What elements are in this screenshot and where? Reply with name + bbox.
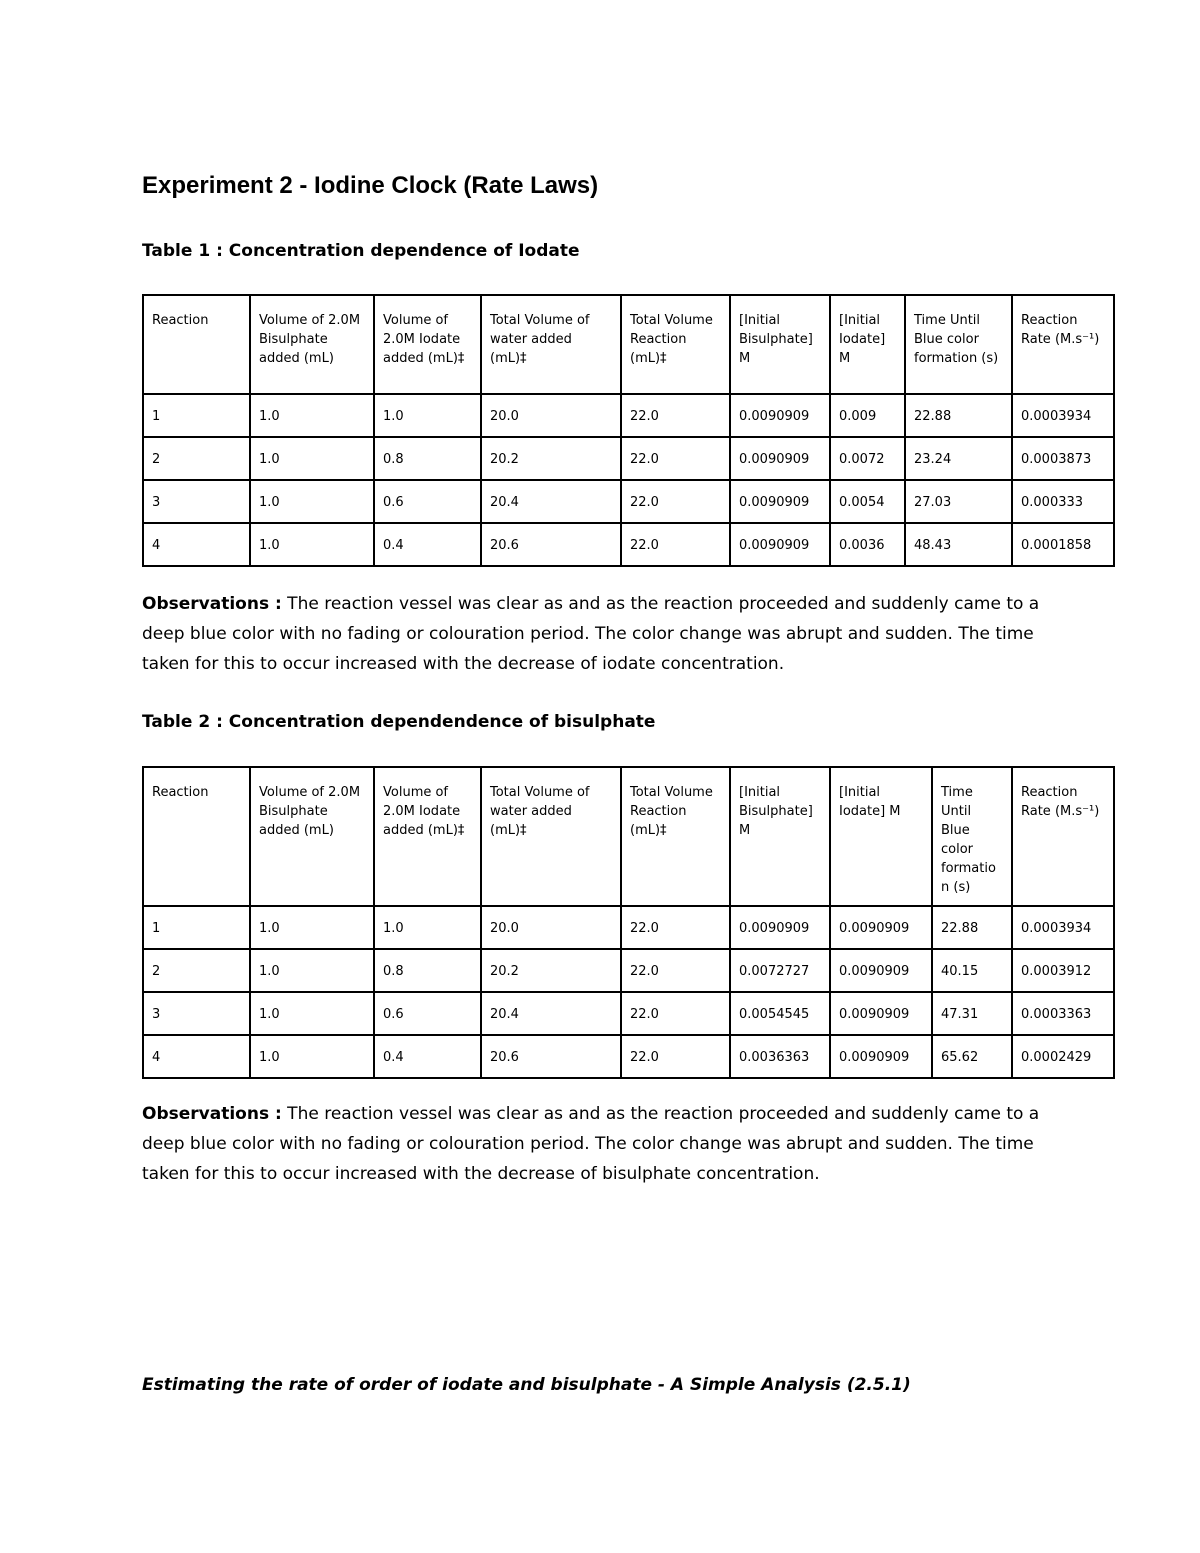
table-cell: 23.24 (905, 437, 1012, 480)
table-cell: 0.6 (374, 992, 481, 1035)
table-cell: 1.0 (250, 949, 374, 992)
table-cell: 0.0054545 (730, 992, 830, 1035)
table-header-row (143, 767, 1114, 906)
table-cell: 0.8 (374, 437, 481, 480)
table-cell: 4 (143, 1035, 250, 1078)
observations-label: Observations : (142, 594, 282, 614)
table-cell: 0.4 (374, 523, 481, 566)
header-cell: Reaction Rate (M.s⁻¹) (1012, 767, 1114, 906)
table-cell: 0.0036 (830, 523, 905, 566)
table-row (143, 992, 1114, 1035)
table-cell: 0.0090909 (730, 437, 830, 480)
table-cell: 4 (143, 523, 250, 566)
table-cell: 22.88 (932, 906, 1012, 949)
header-cell: [Initial Iodate] M (830, 295, 905, 394)
header-cell: [Initial Bisulphate] M (730, 767, 830, 906)
table-row (143, 437, 1114, 480)
table-cell: 1.0 (250, 1035, 374, 1078)
table-cell: 48.43 (905, 523, 1012, 566)
header-cell: Time Until Blue color formation (s) (905, 295, 1012, 394)
table-cell: 20.6 (481, 1035, 621, 1078)
header-cell: Total Volume of water added (mL)‡ (481, 767, 621, 906)
header-cell: Total Volume of water added (mL)‡ (481, 295, 621, 394)
table-cell: 3 (143, 992, 250, 1035)
table-cell: 0.0090909 (730, 906, 830, 949)
analysis-heading: Estimating the rate of order of iodate and bisulphate - A Simple Analysis (2.5.1) (142, 1375, 911, 1395)
table-cell: 0.0090909 (730, 394, 830, 437)
table-cell: 65.62 (932, 1035, 1012, 1078)
table-row (143, 906, 1114, 949)
table-cell: 0.0003873 (1012, 437, 1114, 480)
table-cell: 0.0003934 (1012, 394, 1114, 437)
table-cell: 27.03 (905, 480, 1012, 523)
header-cell: [Initial Iodate] M (830, 767, 932, 906)
table-cell: 1 (143, 906, 250, 949)
table-cell: 0.0090909 (830, 949, 932, 992)
table-header-row (143, 295, 1114, 394)
header-cell: Volume of 2.0M Bisulphate added (mL) (250, 295, 374, 394)
header-cell: Volume of 2.0M Iodate added (mL)‡ (374, 295, 481, 394)
table-cell: 0.0072727 (730, 949, 830, 992)
table-cell: 22.0 (621, 394, 730, 437)
table-cell: 1.0 (250, 437, 374, 480)
table-cell: 22.0 (621, 992, 730, 1035)
table-cell: 20.2 (481, 437, 621, 480)
table-cell: 0.0003934 (1012, 906, 1114, 949)
table-cell: 22.0 (621, 1035, 730, 1078)
table-cell: 1.0 (374, 906, 481, 949)
header-cell: Reaction (143, 767, 250, 906)
table1-caption: Table 1 : Concentration dependence of Iodate (142, 241, 580, 261)
table-cell: 0.0090909 (830, 992, 932, 1035)
table-cell: 0.4 (374, 1035, 481, 1078)
table-cell: 2 (143, 949, 250, 992)
table-cell: 0.0003363 (1012, 992, 1114, 1035)
header-cell: Volume of 2.0M Iodate added (mL)‡ (374, 767, 481, 906)
table-cell: 20.0 (481, 394, 621, 437)
table-cell: 22.0 (621, 437, 730, 480)
header-cell: [Initial Bisulphate] M (730, 295, 830, 394)
table-cell: 2 (143, 437, 250, 480)
table-cell: 3 (143, 480, 250, 523)
observations-text: The reaction vessel was clear as and as the reaction proceeded and suddenly came to a deep blue color with no fading or colouration period. The color change was abrupt and sudden. The time taken for this to occur increased with the decrease of bisulphate concentration. (142, 1104, 1040, 1184)
table-row (143, 480, 1114, 523)
observations-text: The reaction vessel was clear as and as the reaction proceeded and suddenly came to a deep blue color with no fading or colouration period. The color change was abrupt and sudden. The time taken for this to occur increased with the decrease of iodate concentration. (142, 594, 1040, 674)
iodate-concentration-table (142, 294, 1115, 567)
table-cell: 0.0090909 (830, 1035, 932, 1078)
header-cell: Reaction (143, 295, 250, 394)
table-cell: 40.15 (932, 949, 1012, 992)
table-cell: 0.009 (830, 394, 905, 437)
table-row (143, 1035, 1114, 1078)
table-cell: 20.6 (481, 523, 621, 566)
table-cell: 20.4 (481, 480, 621, 523)
table-cell: 1.0 (250, 523, 374, 566)
table-cell: 0.0003912 (1012, 949, 1114, 992)
table-cell: 0.0036363 (730, 1035, 830, 1078)
observations-iodate (142, 589, 1082, 679)
bisulphate-concentration-table (142, 766, 1115, 1079)
table-cell: 0.0090909 (730, 480, 830, 523)
table-cell: 1.0 (250, 480, 374, 523)
table-cell: 22.0 (621, 949, 730, 992)
table-cell: 0.000333 (1012, 480, 1114, 523)
table-cell: 20.2 (481, 949, 621, 992)
header-cell: Volume of 2.0M Bisulphate added (mL) (250, 767, 374, 906)
table-cell: 1.0 (250, 906, 374, 949)
table-cell: 20.4 (481, 992, 621, 1035)
table-cell: 22.0 (621, 906, 730, 949)
table-row (143, 949, 1114, 992)
table-cell: 0.0072 (830, 437, 905, 480)
table-row (143, 523, 1114, 566)
table2-caption: Table 2 : Concentration dependendence of bisulphate (142, 712, 656, 732)
table-cell: 0.0054 (830, 480, 905, 523)
table-cell: 1.0 (250, 992, 374, 1035)
header-cell: Total Volume Reaction (mL)‡ (621, 767, 730, 906)
table-cell: 1.0 (374, 394, 481, 437)
table-cell: 0.0090909 (730, 523, 830, 566)
table-cell: 22.0 (621, 480, 730, 523)
table-cell: 0.0090909 (830, 906, 932, 949)
table-cell: 22.0 (621, 523, 730, 566)
observations-label: Observations : (142, 1104, 282, 1124)
table-cell: 1 (143, 394, 250, 437)
page-title: Experiment 2 - Iodine Clock (Rate Laws) (142, 172, 599, 199)
table-cell: 0.8 (374, 949, 481, 992)
table-cell: 47.31 (932, 992, 1012, 1035)
header-cell: Reaction Rate (M.s⁻¹) (1012, 295, 1114, 394)
table-cell: 0.0001858 (1012, 523, 1114, 566)
table-row (143, 394, 1114, 437)
header-cell: Total Volume Reaction (mL)‡ (621, 295, 730, 394)
table-cell: 1.0 (250, 394, 374, 437)
table-cell: 0.6 (374, 480, 481, 523)
observations-bisulphate (142, 1099, 1082, 1189)
table-cell: 0.0002429 (1012, 1035, 1114, 1078)
table-cell: 22.88 (905, 394, 1012, 437)
header-cell: Time Until Blue color formation (s) (932, 767, 1012, 906)
table-cell: 20.0 (481, 906, 621, 949)
